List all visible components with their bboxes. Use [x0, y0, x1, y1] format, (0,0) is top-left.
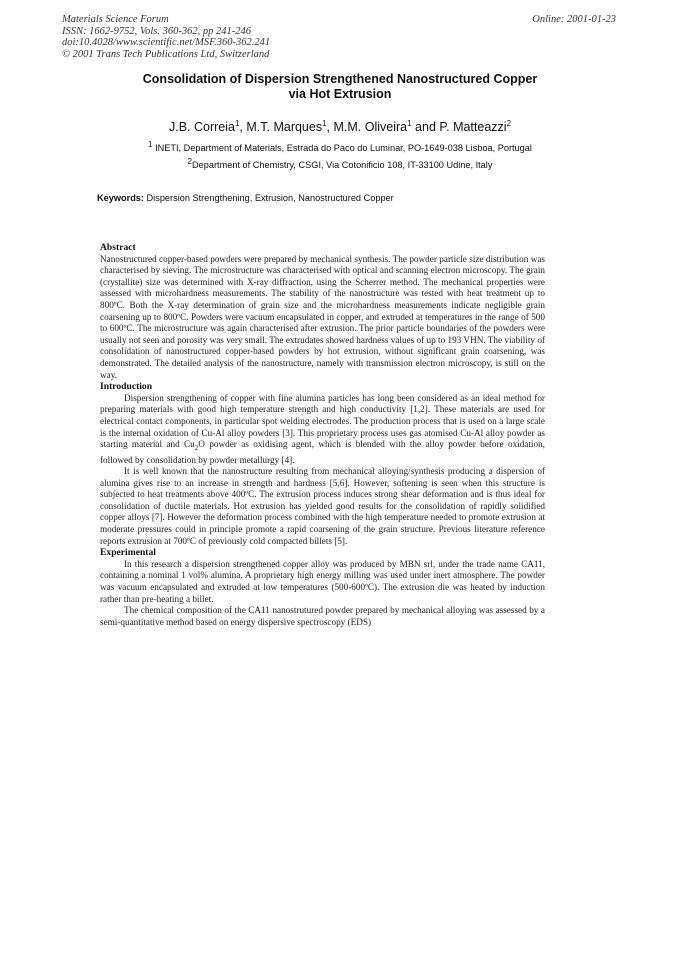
paper-body — [100, 242, 545, 628]
title-line-1: Consolidation of Dispersion Strengthened Nanostructured Copper — [142, 72, 538, 86]
issn-line: ISSN: 1662-9752, Vols. 360-362, pp 241-246 — [62, 25, 251, 37]
author-separator: , — [326, 120, 334, 135]
author-separator: , — [239, 120, 247, 135]
copyright-line: © 2001 Trans Tech Publications Ltd, Switzerland — [62, 48, 270, 60]
title-line-2: via Hot Extrusion — [288, 87, 392, 101]
experimental-paragraph-2: The chemical composition of the CA11 nanostrutured powder prepared by mechanical alloying was assessed by a semi-quantitative method based on energy dispersive spectroscopy (EDS) — [100, 605, 545, 627]
author-separator: and — [411, 120, 440, 135]
affil-text: Department of Chemistry, CSGI, Via Cotonificio 108, IT-33100 Udine, Italy — [192, 160, 493, 171]
affil-mark: 1 — [148, 140, 153, 149]
affil-text: INETI, Department of Materials, Estrada do Paco do Luminar, PO-1649-038 Lisboa, Portugal — [155, 143, 532, 154]
doi-line: doi:10.4028/www.scientific.net/MSF.360-362.241 — [62, 37, 271, 48]
affiliation-1 — [60, 140, 620, 153]
introduction-paragraph-2: It is well known that the nanostructure resulting from mechanical alloying/synthesis producing a dispersion of alumina gives rise to an increase in strength and hardness [5,6]. However, softening is seen when this structure is subjected to heat treatments above 400ºC. The extrusion process induces strong shear deformation and is thus ideal for consolidation of ductile materials. Hot extrusion has yielded good results for the consolidation of rapidly solidified copper alloys [7]. However the deformation process combined with the high temperature needed to promote extrusion at moderate pressures could in principle promote a rapid coarsening of the grain structure. Previous literature reference reports extrusion at 700ºC of previously cold compacted billets [5]. — [100, 466, 545, 546]
affil-mark: 2 — [187, 157, 192, 166]
author-name: P. Matteazzi — [439, 120, 507, 135]
affiliation-2 — [60, 157, 620, 170]
introduction-heading: Introduction — [100, 381, 153, 393]
author-name: M.M. Oliveira — [333, 120, 408, 135]
author-affil-mark: 1 — [322, 119, 327, 128]
experimental-paragraph-1: In this research a dispersion strengthened copper alloy was produced by MBN srl, under the trade name CA11, containing a nominal 1 vol% alumina. A proprietary high energy milling was used under inert atmosphere. The powder was vacuum encapsulated and extruded at low temperatures (500-600ºC). The extrusion die was heated by induction rather than pre-heating a billet. — [100, 558, 545, 604]
author-name: J.B. Correia — [168, 120, 235, 135]
online-date: Online: 2001-01-23 — [532, 14, 616, 25]
experimental-heading: Experimental — [100, 547, 156, 559]
introduction-paragraph-1 — [100, 393, 545, 466]
keywords-line — [97, 193, 394, 203]
journal-name: Materials Science Forum — [62, 14, 169, 25]
abstract-text: Nanostructured copper-based powders were prepared by mechanical synthesis. The powder particle size distribution was characterised by sieving. The microstructure was characterised with optical and scanning electron microscopy. The grain (crystallite) size was determined with X-ray diffraction, using the Scherrer method. The mechanical properties were assessed with microhardness measurements. The stability of the nanostructure was tested with heat treatment up to 800ºC. Both the X-ray determination of grain size and the microhardness measurements indicate negligible grain coarsening up to 800ºC. Powders were vacuum encapsulated in copper, and extruded at temperatures in the range of 500 to 600ºC. The microstructure was again characterised after extrusion. The prior particle boundaries of the powders were usually not seen and porosity was very small. The extrudates showed hardness values of up to 193 VHN. The viability of consolidation of nanostructured copper-based powders by hot extrusion, without significant grain coarsening, was demonstrated. The detailed analysis of the nanostructure, namely with transmission electron microscopy, is still on the way. — [100, 253, 545, 380]
author-name: M.T. Marques — [246, 120, 323, 135]
intro-p1-subscript: 2 — [194, 443, 199, 452]
paper-title — [60, 72, 620, 102]
author-affil-mark: 1 — [407, 119, 412, 128]
intro-p1-part-b: O powder as oxidising agent, which is blended with the alloy powder before oxidation, followed by consolidation by powder metallurgy [4]. — [100, 439, 545, 465]
author-affil-mark: 2 — [506, 119, 512, 128]
journal-header — [62, 14, 270, 60]
abstract-heading: Abstract — [100, 242, 136, 253]
author-affil-mark: 1 — [234, 119, 240, 128]
keywords-text: Dispersion Strengthening, Extrusion, Nanostructured Copper — [146, 193, 394, 203]
keywords-label: Keywords: — [97, 193, 144, 203]
intro-p1-part-a: Dispersion strengthening of copper with fine alumina particles has long been considered as an ideal method for preparing materials with good high temperature strength and high conductivity [1,2]. These materials are used for electrical contact components, in particular spot welding electrodes. The production process that is used on a large scale is the internal oxidation of Cu-Al alloy powders [3]. This proprietary process uses gas atomised Cu-Al alloy powder as starting material and Cu — [100, 392, 545, 450]
author-list — [60, 119, 620, 134]
